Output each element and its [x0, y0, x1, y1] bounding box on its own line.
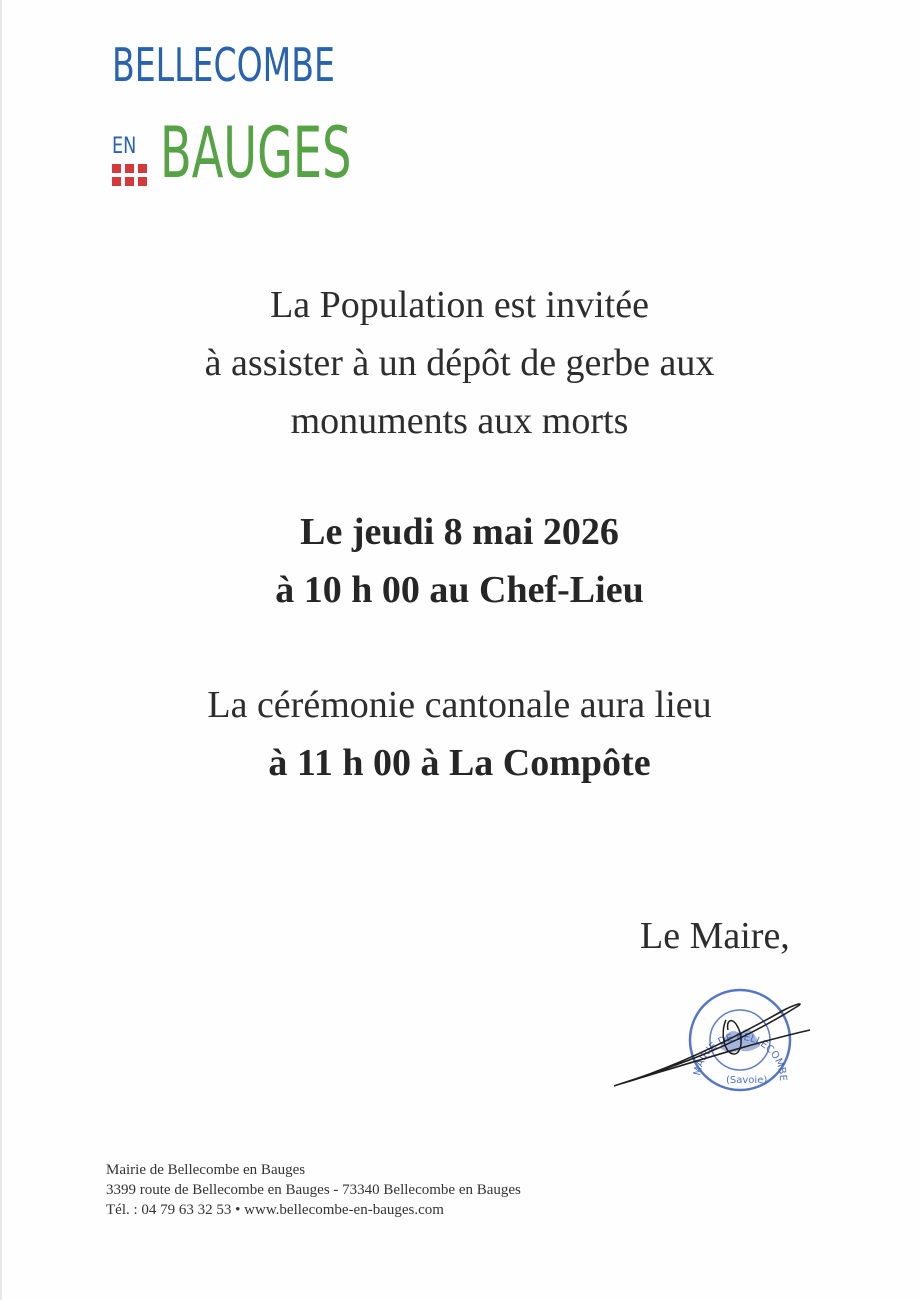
footer-contact-line: Tél. : 04 79 63 32 53 • www.bellecombe-en-bauges.com — [106, 1202, 444, 1218]
mayor-label: Le Maire, — [640, 915, 790, 957]
footer-name: Mairie de Bellecombe en Bauges — [106, 1162, 306, 1178]
footer-address: 3399 route de Bellecombe en Bauges - 73340 Bellecombe en Bauges — [106, 1182, 521, 1198]
logo-en: EN — [112, 134, 137, 159]
invitation-intro — [0, 276, 919, 450]
event-time-location: à 10 h 00 au Chef-Lieu — [275, 569, 644, 611]
intro-line: à assister à un dépôt de gerbe aux — [204, 342, 715, 384]
stamp-text-top: MAIRIE DE BELLECOMBE — [692, 1031, 789, 1082]
footer-contact — [106, 1160, 521, 1220]
event-date: Le jeudi 8 mai 2026 — [300, 511, 619, 553]
scan-edge — [0, 0, 2, 1300]
mairie-stamp-and-signature — [608, 980, 818, 1100]
stamp-text-bottom: (Savoie) — [726, 1075, 768, 1086]
intro-line: monuments aux morts — [290, 400, 629, 442]
savoie-flag-icon — [112, 164, 146, 196]
logo-line-bauges: BAUGES — [160, 112, 352, 194]
intro-line: La Population est invitée — [270, 284, 649, 326]
logo-line-bellecombe: BELLECOMBE — [112, 38, 335, 92]
cantonal-time-location: à 11 h 00 à La Compôte — [268, 742, 651, 784]
cantonal-text: La cérémonie cantonale aura lieu — [207, 684, 712, 726]
commune-logo — [108, 38, 358, 208]
cantonal-ceremony-block — [0, 676, 919, 792]
event-date-block — [0, 503, 919, 619]
